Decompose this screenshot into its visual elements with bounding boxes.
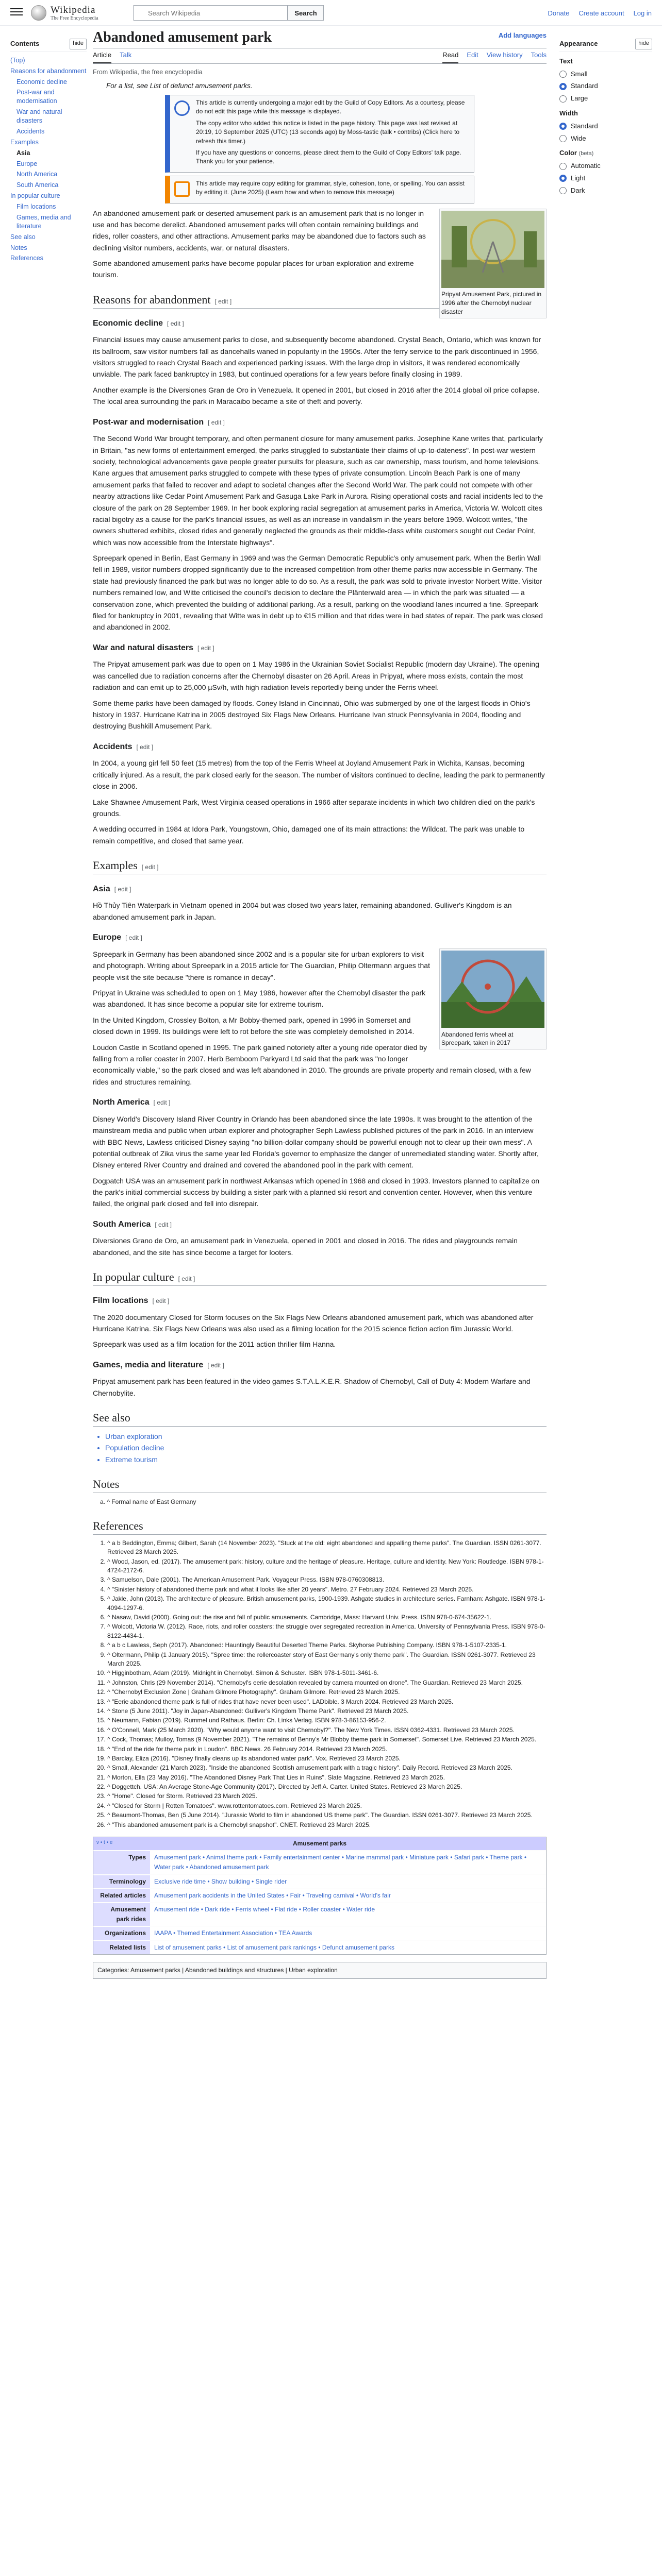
toc-item[interactable]: Notes xyxy=(10,244,27,251)
reference-item: 8. ^ a b c Lawless, Seph (2017). Abandoned: Hauntingly Beautiful Deserted Theme Parks. Skyhorse Publishing Company. ISBN 978-1-5107-2335-1. xyxy=(107,1641,547,1650)
appearance-panel xyxy=(559,39,652,198)
navbox-row-links[interactable]: Amusement ride • Dark ride • Ferris wheel • Flat ride • Roller coaster • Water ride xyxy=(150,1903,546,1926)
paragraph: The Pripyat amusement park was due to open on 1 May 1986 in the Ukrainian Soviet Socialist Republic (modern day Ukraine). The opening was cancelled due to radiation concerns after the Chernobyl disaster on 26 April. Areas in Pripyat, where moss exists, contain the most radiation and can emit up to 25,000 µSv/h, with high radiation levels reportedly being under the Ferris wheel. xyxy=(93,660,539,692)
figure-pripyat xyxy=(439,209,547,318)
paragraph: Loudon Castle in Scotland opened in 1995. The park gained notoriety after a young ride operator died by falling from a roller coaster in 2007. Herb Bemboom Parkyard Ltd said that the park was "no longer economically viable," so the park closed and was left abandoned in 2010. The grounds are private property and remain closed, with a few rides and structures remaining. xyxy=(93,1043,531,1086)
text-size-option[interactable] xyxy=(559,93,652,104)
color-option-label: Automatic xyxy=(571,162,601,170)
toc-item[interactable]: Examples xyxy=(10,138,39,146)
navbox-row-label: Related articles xyxy=(93,1889,150,1902)
paragraph: Lake Shawnee Amusement Park, West Virginia ceased operations in 1966 after separate incidents in which two children died on the park's grounds. xyxy=(93,798,535,818)
reference-item: 17. ^ Cock, Thomas; Mulloy, Tomas (9 November 2021). "The remains of Benny's Mr Blobby theme park in Somerset". Somerset Live. Retrieved 23 March 2025. xyxy=(107,1735,547,1744)
reference-item: 22. ^ Doggettch. USA: An Average Stone-Age Community (2017). Directed by Jeff A. Carter. United States. Retrieved 23 March 2025. xyxy=(107,1783,547,1791)
navbox-row-links[interactable]: Amusement park • Animal theme park • Family entertainment center • Marine mammal park • Miniature park • Safari park • Theme park • Water park • Abandoned amusement park xyxy=(150,1851,546,1874)
toc-item[interactable]: (Top) xyxy=(10,56,25,64)
toc-item[interactable]: War and natural disasters xyxy=(16,108,62,125)
color-option[interactable] xyxy=(559,185,652,196)
reference-item: 12. ^ "Chernobyl Exclusion Zone | Graham Gilmore Photography". Graham Gilmore. Retrieved 23 March 2025. xyxy=(107,1688,547,1697)
subsection-heading: Film locations [ edit ] xyxy=(93,1296,170,1306)
page-title: Abandoned amusement park Add languages xyxy=(93,28,547,48)
radio-icon[interactable] xyxy=(559,187,567,194)
navbox-row xyxy=(93,1940,546,1954)
navbox-row-links[interactable]: IAAPA • Themed Entertainment Association • TEA Awards xyxy=(150,1927,546,1940)
subsection-heading: Asia [ edit ] xyxy=(93,884,131,893)
toc-item[interactable]: See also xyxy=(10,233,36,241)
navbox-row-links[interactable]: List of amusement parks • List of amusement park rankings • Defunct amusement parks xyxy=(150,1941,546,1954)
section-heading: See also xyxy=(93,1410,547,1427)
see-also-link[interactable]: • Urban exploration xyxy=(105,1431,547,1442)
figure-spreepark xyxy=(439,948,547,1049)
navbox-row xyxy=(93,1874,546,1888)
edit-section-link[interactable]: [ edit ] xyxy=(207,1361,224,1369)
toc-item[interactable]: Reasons for abandonment xyxy=(10,67,87,75)
navbox-row-label: Related lists xyxy=(93,1941,150,1954)
reference-item: 18. ^ "End of the ride for theme park in Loudon". BBC News. 26 February 2014. Retrieved 23 March 2025. xyxy=(107,1745,547,1754)
broom-icon xyxy=(174,181,190,197)
subsection-heading: Economic decline [ edit ] xyxy=(93,318,184,328)
toc-item[interactable]: In popular culture xyxy=(10,192,60,200)
paragraph: Diversiones Grano de Oro, an amusement park in Venezuela, opened in 2001 and closed in 2016. The rides and playgrounds remain abandoned, and the site has since become a target for looters. xyxy=(93,1236,518,1257)
toc-item[interactable]: Post-war and modernisation xyxy=(16,89,57,105)
edit-section-link[interactable]: [ edit ] xyxy=(214,297,232,305)
subsection-heading: Europe [ edit ] xyxy=(93,933,142,942)
navbox-row-label: Amusement park rides xyxy=(93,1903,150,1926)
paragraph: Dogpatch USA was an amusement park in northwest Arkansas which opened in 1968 and closed in 1993. Investors planned to capitalize on the park's initial commercial success by building a sister park with a planned ski resort and convention center. However, when this venture failed, the original park closed and fell into disrepair. xyxy=(93,1176,540,1208)
table-of-contents xyxy=(10,39,87,264)
reference-item: 25. ^ Beaumont-Thomas, Ben (5 June 2014). "Jurassic World to film in abandoned US theme park". The Guardian. ISSN 0261-3077. Retrieved 23 March 2025. xyxy=(107,1811,547,1820)
create-account-link[interactable]: Create account xyxy=(578,9,624,17)
color-option-label: Dark xyxy=(571,186,585,194)
user-links xyxy=(548,8,652,19)
navbox-row-label: Types xyxy=(93,1851,150,1874)
wikipedia-globe-icon xyxy=(31,5,46,21)
reference-item: 6. ^ Nasaw, David (2000). Going out: the rise and fall of public amusements. Cambridge, Mass: Harvard Univ. Press. ISBN 978-0-674-35622-1. xyxy=(107,1613,547,1622)
width-option-label: Wide xyxy=(571,134,586,142)
radio-icon[interactable] xyxy=(559,135,567,142)
navbox-row-links[interactable]: Exclusive ride time • Show building • Single rider xyxy=(150,1875,546,1888)
section-heading: Examples [ edit ] xyxy=(93,858,547,874)
main-menu-icon[interactable] xyxy=(10,6,23,19)
toc-item[interactable]: Asia xyxy=(16,149,30,157)
text-size-option[interactable] xyxy=(559,69,652,80)
toc-item[interactable]: Film locations xyxy=(16,203,56,211)
reference-item: 7. ^ Wolcott, Victoria W. (2012). Race, riots, and roller coasters: the struggle over segregated recreation in America. University of Pennsylvania Press. ISBN 978-0-8122-4434-1. xyxy=(107,1622,547,1640)
major-edit-notice xyxy=(165,95,474,173)
toc-item[interactable]: South America xyxy=(16,181,59,189)
reference-item: 14. ^ Stone (5 June 2011). "Joy in Japan-Abandoned: Gulliver's Kingdom Theme Park". Retrieved 23 March 2025. xyxy=(107,1707,547,1716)
radio-icon[interactable] xyxy=(559,95,567,103)
tagline: The Free Encyclopedia xyxy=(51,15,98,21)
navbox-row xyxy=(93,1902,546,1926)
radio-icon[interactable] xyxy=(559,175,567,182)
navbox-row-label: Terminology xyxy=(93,1875,150,1888)
width-option[interactable] xyxy=(559,121,652,132)
appearance-title: Appearance xyxy=(559,40,598,47)
text-size-label: Text xyxy=(559,57,573,65)
paragraph: Financial issues may cause amusement parks to close, and subsequently become abandoned. Crystal Beach, Ontario, which was known for its ballroom, saw visitor numbers fall as dancehalls waned in popularity in the 1950s. After the ferry service to the park discontinued in 1956, visitors struggled to reach Crystal Beach and experienced parking issues. With the large drop in visitors, it was rendered economically unviable. The park faced bankruptcy in 1983, but continued operations for a few years before finally closing in 1989. xyxy=(93,335,541,379)
notice-text: This article is currently undergoing a major edit by the Guild of Copy Editors. As a courtesy, please do not edit this page while this message is displayed. xyxy=(196,98,465,115)
paragraph: Another example is the Diversiones Gran de Oro in Venezuela. It opened in 2001, but closed in 2016 after the 2014 global oil price collapse. The local area surrounding the park in Maracaibo became a site of theft and poverty. xyxy=(93,385,540,406)
paragraph: Disney World's Discovery Island River Country in Orlando has been abandoned since the late 1990s. It was brought to the attention of the mainstream media and public when urban explorer and photographer Seph Lawless published pictures of the park in 2016. In an interview with BBC News, Lawless criticised Disney saying "no billion-dollar company should be powerful enough not to clear up their own mess". A potential outbreak of Zika virus the same year led Florida's governor to emphasize the danger of unremediated standing water. Shortly after, Disney entered River Country and drained and covered the abandoned pool in the park with cement. xyxy=(93,1114,539,1170)
reference-item: 13. ^ "Eerie abandoned theme park is full of rides that have never been used". LADbible. 3 March 2024. Retrieved 23 March 2025. xyxy=(107,1698,547,1706)
toc-item[interactable]: North America xyxy=(16,171,58,178)
subsection-heading: North America [ edit ] xyxy=(93,1098,171,1107)
tab-talk[interactable]: Talk xyxy=(120,50,132,59)
appearance-hide-button[interactable]: hide xyxy=(635,39,652,49)
paragraph: Pripyat amusement park has been featured in the video games S.T.A.L.K.E.R. Shadow of Chernobyl, Call of Duty 4: Modern Warfare and Chernobylite. xyxy=(93,1377,531,1397)
notice-text: This article may require copy editing for grammar, style, cohesion, tone, or spelling. You can assist by editing it. (June 2025) (Learn how and when to remove this message) xyxy=(196,179,465,196)
reference-item: 1. ^ a b Beddington, Emma; Gilbert, Sarah (14 November 2023). "Stuck at the old: eight abandoned and appalling theme parks". The Guardian. ISSN 0261-3077. Retrieved 23 March 2025. xyxy=(107,1539,547,1557)
navbox-title[interactable]: Amusement parks xyxy=(292,1840,347,1848)
reference-item: 21. ^ Morton, Ella (23 May 2016). "The Abandoned Disney Park That Lies in Ruins". Slate Magazine. Retrieved 23 March 2025. xyxy=(107,1773,547,1782)
subsection-heading: Accidents [ edit ] xyxy=(93,742,154,751)
tagline-from: From Wikipedia, the free encyclopedia xyxy=(93,69,203,76)
reference-item: 26. ^ "This abandoned amusement park is a Chernobyl snapshot". CNET. Retrieved 23 March 2025. xyxy=(107,1821,547,1829)
color-option[interactable] xyxy=(559,173,652,184)
paragraph: In the United Kingdom, Crossley Bolton, a Mr Bobby-themed park, opened in 1996 in Somerset and closed down in 1999. Its buildings were left to rot before the site was completely demolished in 2014. xyxy=(93,1015,415,1036)
spreepark-ferris-wheel-image[interactable] xyxy=(441,951,544,1028)
color-option-label: Light xyxy=(571,174,586,182)
paragraph: Spreepark in Germany has been abandoned since 2002 and is a popular site for urban explorers to visit and photograph. Writing about Spreepark in a 2015 article for The Guardian, Philip Oltermann argues that people visit the site because "there is romance in decay". xyxy=(93,950,430,981)
radio-icon[interactable] xyxy=(559,163,567,170)
text-size-option-label: Small xyxy=(571,70,588,78)
intro-paragraph: Some abandoned amusement parks have become popular places for urban exploration and extreme tourism. xyxy=(93,259,414,279)
toc-hide-button[interactable]: hide xyxy=(70,39,87,49)
tab-article[interactable]: Article xyxy=(93,50,111,64)
see-also-link[interactable]: • Population decline xyxy=(105,1442,547,1453)
subsection-heading: Post-war and modernisation [ edit ] xyxy=(93,417,225,427)
width-option[interactable] xyxy=(559,133,652,144)
color-option[interactable] xyxy=(559,161,652,172)
note-item: a. ^ Formal name of East Germany xyxy=(100,1498,196,1505)
hatnote: For a list, see List of defunct amusement parks. xyxy=(106,82,253,90)
reference-item: 2. ^ Wood, Jason, ed. (2017). The amusement park: history, culture and the heritage of pleasure. Heritage, culture and identity. New York: Routledge. ISBN 978-1-4724-2172-6. xyxy=(107,1557,547,1575)
text-size-option-label: Large xyxy=(571,94,588,103)
add-languages-button[interactable]: Add languages xyxy=(498,31,547,39)
article xyxy=(93,28,547,1979)
navbox-amusement-parks xyxy=(93,1837,547,1955)
toc-title: Contents xyxy=(10,40,40,47)
toc-item[interactable]: Games, media and literature xyxy=(16,213,71,230)
section-heading: In popular culture [ edit ] xyxy=(93,1269,547,1286)
width-label: Width xyxy=(559,109,578,117)
tab-edit[interactable]: Edit xyxy=(467,50,478,59)
edit-section-link[interactable]: [ edit ] xyxy=(153,1099,171,1107)
copyedit-icon xyxy=(174,100,190,116)
subsection-heading: Games, media and literature [ edit ] xyxy=(93,1360,224,1369)
reference-item: 19. ^ Barclay, Eliza (2016). "Disney finally cleans up its abandoned water park". Vox. Retrieved 23 March 2025. xyxy=(107,1754,547,1763)
subsection-heading: War and natural disasters [ edit ] xyxy=(93,643,214,652)
radio-icon[interactable] xyxy=(559,83,567,90)
edit-section-link[interactable]: [ edit ] xyxy=(141,863,159,871)
pripyat-park-image[interactable] xyxy=(441,211,544,288)
search-input[interactable] xyxy=(133,5,288,21)
toc-item[interactable]: Europe xyxy=(16,160,38,167)
reference-item: 15. ^ Neumann, Fabian (2019). Rummel und Rathaus. Berlin: Ch. Links Verlag. ISBN 978-3-86153-956-2. xyxy=(107,1716,547,1725)
navbox-row xyxy=(93,1888,546,1902)
tab-view-history[interactable]: View history xyxy=(486,50,523,59)
edit-section-link[interactable]: [ edit ] xyxy=(152,1297,170,1305)
navbox-vte-links[interactable]: v • t • e xyxy=(96,1840,113,1846)
site-header xyxy=(0,0,662,26)
text-size-option-label: Standard xyxy=(571,82,598,90)
subsection-heading: South America [ edit ] xyxy=(93,1219,172,1229)
radio-icon[interactable] xyxy=(559,71,567,78)
radio-icon[interactable] xyxy=(559,123,567,130)
reference-item: 4. ^ "Sinister history of abandoned theme park and what it looks like after 20 years". Metro. 27 February 2024. Retrieved 23 March 2025. xyxy=(107,1585,547,1594)
reference-item: 5. ^ Jakle, John (2013). The architecture of pleasure. British amusement parks, 1900-1939. Ashgate studies in architecture series. Farnham: Ashgate. ISBN 978-1-4094-1297-6. xyxy=(107,1595,547,1613)
text-size-option[interactable] xyxy=(559,81,652,92)
edit-section-link[interactable]: [ edit ] xyxy=(155,1221,172,1228)
see-also-link[interactable]: • Extreme tourism xyxy=(105,1454,547,1465)
section-heading: References xyxy=(93,1518,547,1535)
reference-item: 23. ^ "Home". Closed for Storm. Retrieved 23 March 2025. xyxy=(107,1792,547,1801)
figure-caption: Abandoned ferris wheel at Spreepark, taken in 2017 xyxy=(441,1030,514,1047)
paragraph: Pripyat in Ukraine was scheduled to open on 1 May 1986, however after the Chernobyl disaster the park was abandoned. It has since become a popular site for extreme tourism. xyxy=(93,989,426,1009)
section-heading: Reasons for abandonment [ edit ] xyxy=(93,292,547,309)
toc-item[interactable]: Economic decline xyxy=(16,78,67,86)
edit-section-link[interactable]: [ edit ] xyxy=(197,644,214,652)
notice-text: The copy editor who added this notice is listed in the page history. This page was last revised at 20:19, 10 September 2025 (UTC) (13 seconds ago) by Moss-tastic (talk • contribs) (Click here to refresh this timer.) xyxy=(196,119,460,145)
edit-section-link[interactable]: [ edit ] xyxy=(167,319,184,327)
navbox-row-links[interactable]: Amusement park accidents in the United States • Fair • Traveling carnival • World's fair xyxy=(150,1889,546,1902)
width-option-label: Standard xyxy=(571,122,598,130)
references-list xyxy=(107,1539,547,1829)
edit-section-link[interactable]: [ edit ] xyxy=(178,1275,195,1283)
site-logo[interactable] xyxy=(31,5,98,21)
figure-caption: Pripyat Amusement Park, pictured in 1996 after the Chernobyl nuclear disaster xyxy=(441,291,542,315)
tab-tools[interactable]: Tools xyxy=(531,50,547,59)
navbox-row-label: Organizations xyxy=(93,1927,150,1940)
paragraph: A wedding occurred in 1984 at Idora Park, Youngstown, Ohio, damaged one of its main attractions: the Wildcat. The park was unable to remain competitive, and closed that same year. xyxy=(93,825,525,845)
paragraph: Spreepark was used as a film location for the 2011 action thriller film Hanna. xyxy=(93,1340,336,1349)
tab-read[interactable]: Read xyxy=(442,50,458,64)
reference-item: 3. ^ Samuelson, Dale (2001). The American Amusement Park. Voyageur Press. ISBN 978-0760308813. xyxy=(107,1575,547,1584)
navbox-row xyxy=(93,1850,546,1874)
reference-item: 11. ^ Johnston, Chris (29 November 2014). "Chernobyl's eerie desolation revealed by camera mounted on drone". The Guardian. Retrieved 23 March 2025. xyxy=(107,1679,547,1687)
wordmark: Wikipedia xyxy=(51,5,96,15)
edit-section-link[interactable]: [ edit ] xyxy=(208,418,225,426)
login-link[interactable]: Log in xyxy=(633,9,652,17)
page-tabs xyxy=(93,48,547,64)
paragraph: Spreepark opened in Berlin, East Germany in 1969 and was the German Democratic Republic's only amusement park. When the Berlin Wall fell in 1989, visitor numbers dropped significantly due to the increased competition from other theme parks now accessible in Germany. The state had previously financed the park but was no longer able to do so. As a result, the park was sold to private investor Norbert Witte. Visitor numbers remained low, and Witte criticised the council's decision to declare the Plänterwald area — in which the park was situated — a conservation zone, which prevented the building of additional parking. As a result, parking on the woodland lanes incurred a fine. Spreepark filed for bankruptcy in 2001, revealing that Witte was in debt up to €15 million and that rides were in bad states of repair. The park was closed and abandoned in 2002. xyxy=(93,554,543,632)
reference-item: 10. ^ Higginbotham, Adam (2019). Midnight in Chernobyl. Simon & Schuster. ISBN 978-1-5011-3461-6. xyxy=(107,1669,547,1677)
edit-section-link[interactable]: [ edit ] xyxy=(136,743,154,751)
navbox-row xyxy=(93,1926,546,1940)
reference-item: 24. ^ "Closed for Storm | Rotten Tomatoes". www.rottentomatoes.com. Retrieved 23 March 2025. xyxy=(107,1802,547,1810)
section-heading: Notes xyxy=(93,1477,547,1493)
toc-item[interactable]: Accidents xyxy=(16,127,45,135)
paragraph: Hồ Thủy Tiên Waterpark in Vietnam opened in 2004 but was closed two years later, remaining abandoned. Gulliver's Kingdom is an abandoned amusement park in Japan. xyxy=(93,901,512,921)
see-also-list xyxy=(105,1431,547,1465)
edit-section-link[interactable]: [ edit ] xyxy=(114,885,131,893)
notice-text: If you have any questions or concerns, please direct them to the Guild of Copy Editors' talk page. Thank you for your patience. xyxy=(196,148,461,165)
search-button[interactable]: Search xyxy=(288,5,324,21)
paragraph: Some theme parks have been damaged by floods. Coney Island in Cincinnati, Ohio was submerged by one of the largest floods in Ohio's history in 1937. Hurricane Katrina in 2005 destroyed Six Flags New Orleans. Hurricane Ivan struck Pennsylvania in 2004, flooding and destroying Bushkill Amusement Park. xyxy=(93,699,531,731)
reference-item: 16. ^ O'Connell, Mark (25 March 2020). "Why would anyone want to visit Chernobyl?". The New York Times. ISSN 0362-4331. Retrieved 23 March 2025. xyxy=(107,1726,547,1735)
reference-item: 9. ^ Oltermann, Philip (1 January 2015). "Spree time: the rollercoaster story of East Germany's only theme park". The Guardian. ISSN 0261-3077. Retrieved 23 March 2025. xyxy=(107,1651,547,1669)
reference-item: 20. ^ Small, Alexander (21 March 2023). "Inside the abandoned Scottish amusement park with a tragic history". Daily Record. Retrieved 23 March 2025. xyxy=(107,1764,547,1772)
copy-edit-notice xyxy=(165,176,474,204)
edit-section-link[interactable]: [ edit ] xyxy=(125,934,142,942)
donate-link[interactable]: Donate xyxy=(548,9,570,17)
paragraph: In 2004, a young girl fell 50 feet (15 metres) from the top of the Ferris Wheel at Joyland Amusement Park in Wichita, Kansas, becoming critically injured. As a result, the park closed early for the season. The number of visitors continued to decline, leading the park to permanently close in 2006. xyxy=(93,759,545,791)
paragraph: The 2020 documentary Closed for Storm focuses on the Six Flags New Orleans abandoned amusement park, which was abandoned after Hurricane Katrina. Six Flags New Orleans was also used as a filming location for the 2015 science fiction action film Jurassic World. xyxy=(93,1313,534,1333)
color-label: Color (beta) xyxy=(559,149,594,157)
intro-paragraph: An abandoned amusement park or deserted amusement park is an amusement park that is no longer in use and has become derelict. Abandoned amusement parks will often contain remaining buildings and rides, roller coasters, and other attractions. Amusement parks may be abandoned due to factors such as declining visitor numbers, accidents, war, or natural disasters. xyxy=(93,209,426,252)
category-links[interactable]: Categories: Amusement parks | Abandoned buildings and structures | Urban exploration xyxy=(93,1962,547,1979)
paragraph: The Second World War brought temporary, and often permanent closure for many amusement parks. Josephine Kane writes that, particularly in Britain, "as new forms of entertainment emerged, the parks struggled to substantiate their claims of up-to-dateness". In post-war western society, technological advancements gave people greater pursuits for pleasure, such as car ownership, mass tourism, and home televisions. Kane argues that amusement parks struggled to compete with these types of private consumption. Lincoln Beach Park is one of many amusement parks that failed to recover and adapt to societal changes after the Second World War. The park could not compete with other nearby attractions like Cedar Point Amusement Park and Gasuga Lake Park in Aurora. Rising operational costs and racial incidents led to the closure of the park on 28 September 1969. In her book exploring racial segregation at amusement parks in America, Victoria W. Wolcott cites racial bigotry as a cause for the park's financial issues, as well as an increase in vandalism in the years before 1969. Wolcott writes, "the owners shuttered exhibits, closed rides and generally neglected the grounds as their middle-class white customers sought out Cedar Point, which was now accessible from the Interstate highways". xyxy=(93,434,543,547)
toc-item[interactable]: References xyxy=(10,255,43,262)
